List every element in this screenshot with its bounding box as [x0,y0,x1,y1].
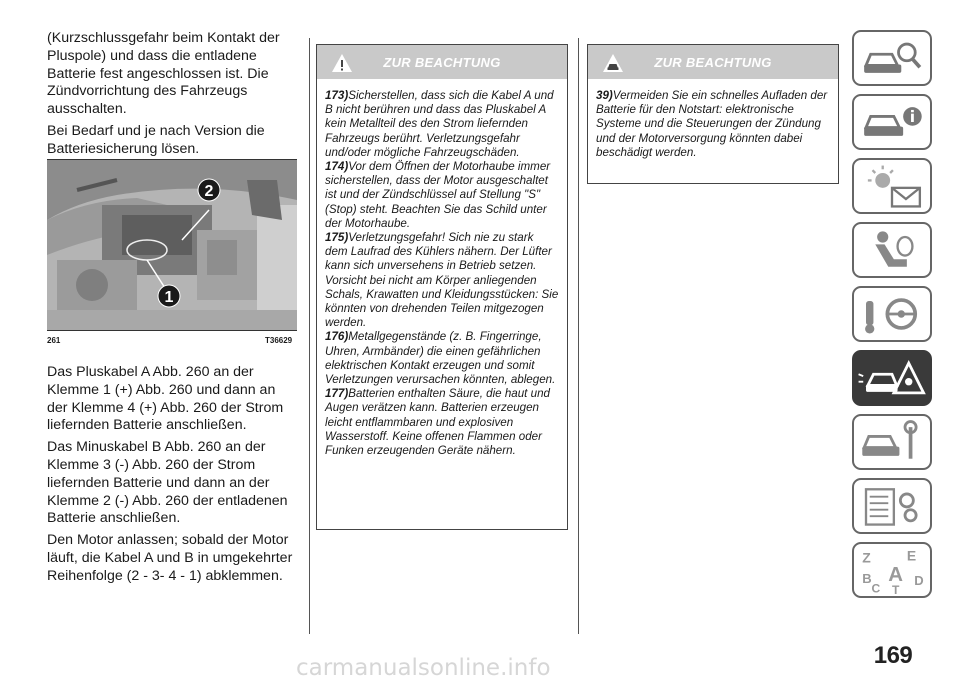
car-magnifier-icon [854,32,930,84]
warning-item: 177)Batterien enthalten Säure, die haut und Augen verätzen kann. Batterien erzeugen leicht entflammbaren und explosiven Wasserstoff. Keine offenen Flammen oder Funken erzeugenden Geräte nähern. [325,387,550,458]
left-column-bottom [47,364,297,590]
paragraph-minus-cable: Das Minuskabel B Abb. 260 an der Klemme 3 (-) Abb. 260 der Strom liefernden Batterie und dann an der Klemme 2 (-) Abb. 260 der entladenen Batterie anschließen. [47,439,288,527]
figure-number: 261 [47,336,61,345]
tab-light-envelope[interactable] [852,158,932,214]
tab-seat-airbag[interactable] [852,222,932,278]
warning-box-1-header [317,45,567,79]
car-wrench-icon [854,416,930,468]
tab-car-wrench[interactable] [852,414,932,470]
warning-box-1-title: ZUR BEACHTUNG [383,55,501,70]
watermark: carmanualsonline.info [296,655,551,678]
seat-airbag-icon [854,224,930,276]
tab-list-gears[interactable] [852,478,932,534]
warning-box-2 [587,44,839,184]
list-gears-icon [854,480,930,532]
paragraph-start-engine: Den Motor anlassen; sobald der Motor läuft, die Kabel A und B in umgekehrter Reihenfolge (2 - 3- 4 - 1) abklemmen. [47,532,293,584]
svg-text:Z: Z [862,549,871,566]
car-breakdown-triangle-icon [854,352,930,404]
figure-code: T36629 [265,336,293,345]
key-steering-wheel-icon [854,288,930,340]
svg-text:B: B [862,571,872,586]
figure-bottom-rule [47,330,297,331]
callout-1: 1 [164,289,174,306]
alphabet-index-icon [854,544,930,596]
svg-text:C: C [871,581,881,596]
tab-car-magnifier[interactable] [852,30,932,86]
warning-item: 176)Metallgegenstände (z. B. Fingerringe, Uhren, Armbänder) die einen gefährlichen elektrischen Kontakt erzeugen und somit Verletzungen verursachen könnten, ablegen. [325,330,556,387]
tab-breakdown-active[interactable] [852,350,932,406]
svg-text:T: T [892,583,900,596]
svg-text:E: E [906,547,917,564]
tab-alphabet-index[interactable] [852,542,932,598]
callout-2: 2 [204,183,214,200]
page-number: 169 [873,642,913,669]
warning-box-2-title: ZUR BEACHTUNG [654,55,772,70]
paragraph-plus-cable: Das Pluskabel A Abb. 260 an der Klemme 1 (+) Abb. 260 und dann an der Klemme 4 (+) Abb. 260 der Strom liefernden Batterie anschließen. [47,364,284,434]
warning-box-1 [316,44,568,530]
tab-key-steering[interactable] [852,286,932,342]
engine-bay-figure [47,160,297,330]
warning-box-2-body [588,79,838,170]
svg-text:A: A [888,564,904,587]
car-info-icon [854,96,930,148]
warning-box-1-body [317,79,567,468]
warning-item: 174)Vor dem Öffnen der Motorhaube immer sicherstellen, dass der Motor ausgeschaltet ist und der Zündschlüssel auf Stellung "S" (Stop) steht. Beachten Sie das Schild unter der Motorhaube. [325,160,551,230]
warning-item: 39)Vermeiden Sie ein schnelles Aufladen der Batterie für den Notstart: elektronische Systeme und die Steuerungen der Zündung und der Motorversorgung könnten dabei beschädigt werden. [596,89,828,159]
engine-bay-illustration [47,160,297,330]
paragraph-fuse: Bei Bedarf und je nach Version die Batteriesicherung lösen. [47,122,265,157]
paragraph-short-circuit: (Kurzschlussgefahr beim Kontakt der Pluspole) und dass die entladene Batterie fest angeschlossen ist. Die Zündvorrichtung des Fahrzeugs ausschalten. [47,30,280,118]
svg-text:D: D [914,572,924,588]
warning-item: 173)Sicherstellen, dass sich die Kabel A und B nicht berühren und dass das Pluskabel A kein Metallteil des den Strom liefernden Fahrzeugs berührt. Verletzungsgefahr und/oder mögliche Fahrzeugschäden. [325,89,554,159]
warning-item: 175)Verletzungsgefahr! Sich nie zu stark dem Laufrad des Kühlers nähern. Der Lüfter kann sich unversehens in Betrieb setzen. Vorsicht bei nicht am Körper anliegenden Schals, Krawatten und Kleidungsstücken: Sie könnten von drehenden Teilen mitgezogen werden. [325,231,559,330]
left-column [47,30,297,163]
light-envelope-icon [854,160,930,212]
column-divider-2 [578,38,579,634]
column-divider-1 [309,38,310,634]
warning-box-2-header [588,45,838,79]
tab-car-info[interactable] [852,94,932,150]
